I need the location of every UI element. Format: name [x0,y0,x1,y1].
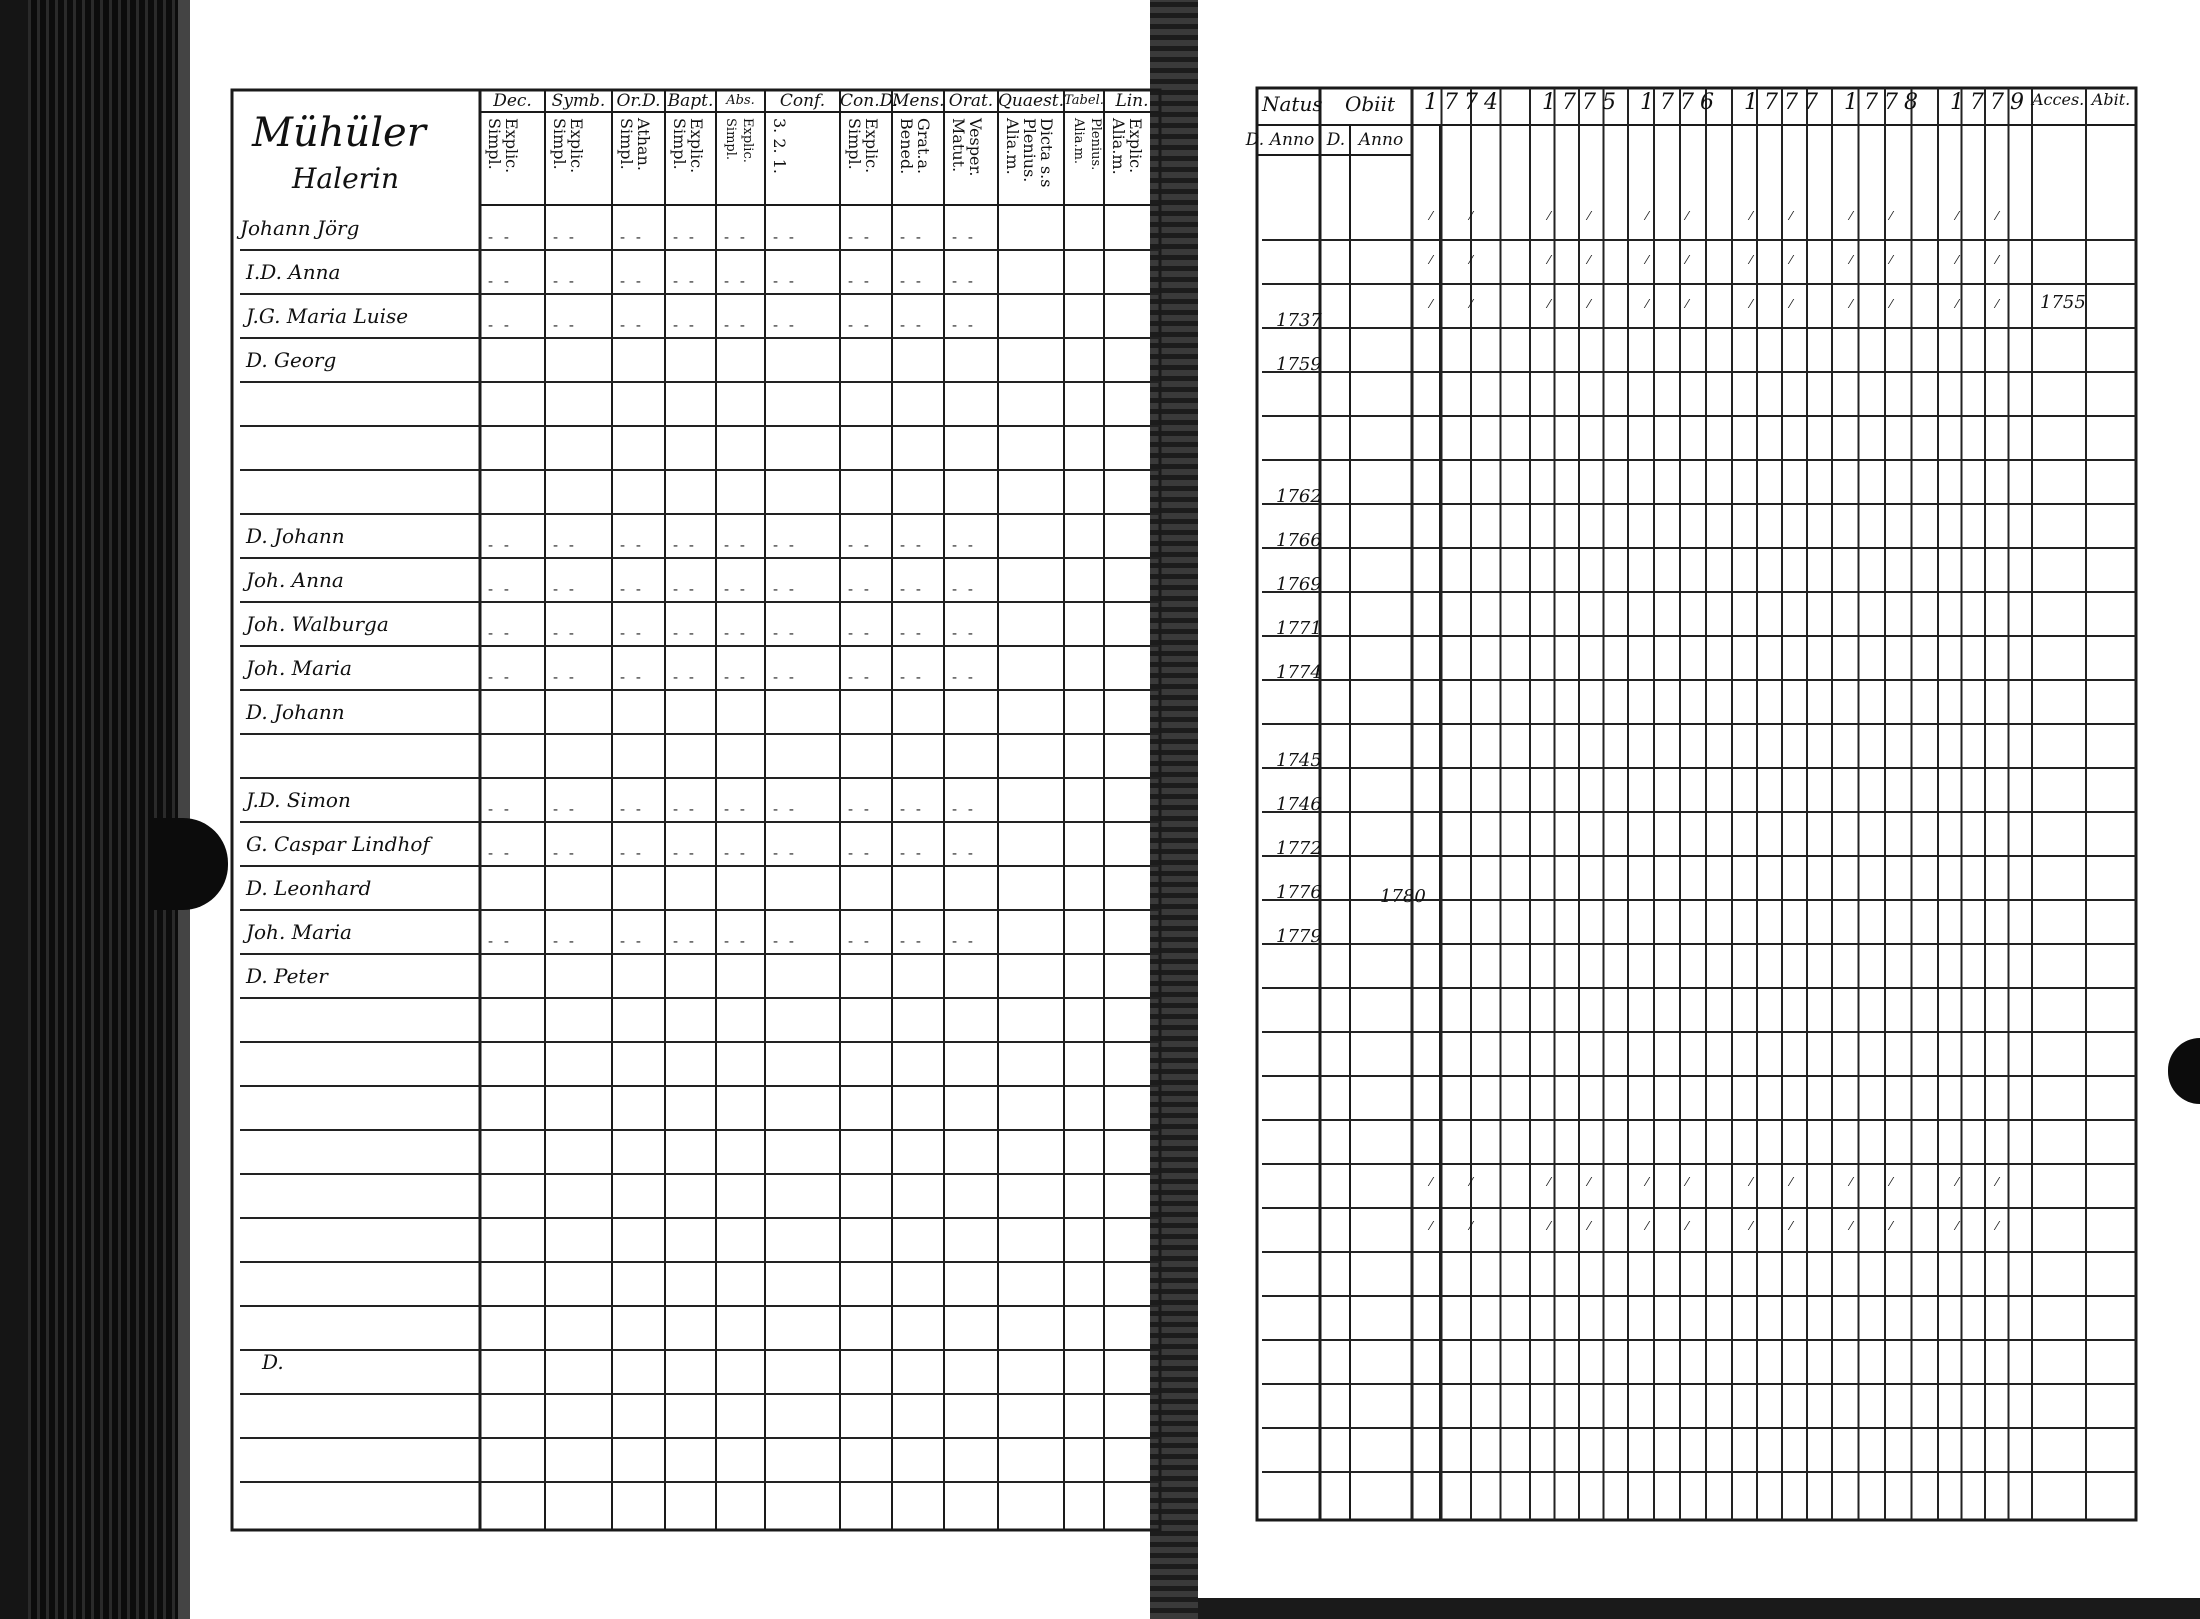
attendance-mark: ⁄ [1430,297,1433,311]
check-mark: - - [848,932,872,950]
left-col-header: Mens. [892,91,945,111]
check-mark: - - [620,536,644,554]
abiit-header: Abit. [2091,90,2131,109]
check-mark: - - [673,272,697,290]
attendance-mark: ⁄ [1850,1175,1853,1189]
attendance-mark: ⁄ [1588,297,1591,311]
left-col-subheader: Explic. Simpl. [550,118,586,174]
birth-year: 1772 [1276,838,1322,859]
check-mark: - - [620,580,644,598]
check-mark: - - [848,624,872,642]
person-name: G. Caspar Lindhof [246,832,430,856]
check-mark: - - [620,932,644,950]
person-name: J.G. Maria Luise [246,304,409,328]
check-mark: - - [848,800,872,818]
check-mark: - - [952,668,976,686]
attendance-mark: ⁄ [1890,209,1893,223]
check-mark: - - [952,228,976,246]
check-mark: - - [488,668,512,686]
person-name: J.D. Simon [246,788,351,812]
birth-year: 1766 [1276,530,1322,551]
left-col-subheader: Explic. Alia.m. [1109,118,1145,175]
check-mark: - - [900,844,924,862]
birth-year: 1779 [1276,926,1322,947]
attendance-mark: ⁄ [1996,253,1999,267]
accessit-year: 1755 [2040,292,2086,313]
year-header: 1779 [1950,90,2030,115]
attendance-mark: ⁄ [1686,1219,1689,1233]
check-mark: - - [673,844,697,862]
check-mark: - - [848,228,872,246]
check-mark: - - [724,668,748,686]
check-mark: - - [900,580,924,598]
check-mark: - - [900,624,924,642]
bottom-note: D. [262,1350,284,1374]
check-mark: - - [620,624,644,642]
check-mark: - - [952,844,976,862]
check-mark: - - [673,800,697,818]
attendance-mark: ⁄ [1850,297,1853,311]
birth-year: 1776 [1276,882,1322,903]
check-mark: - - [488,800,512,818]
person-name: D. Leonhard [246,876,372,900]
left-col-header: Or.D. [616,91,661,111]
left-col-header: Bapt. [667,91,714,111]
check-mark: - - [620,272,644,290]
check-mark: - - [724,800,748,818]
attendance-mark: ⁄ [1588,1219,1591,1233]
attendance-mark: ⁄ [1790,209,1793,223]
attendance-mark: ⁄ [1470,209,1473,223]
check-mark: - - [952,932,976,950]
left-col-header: Con.D. [840,91,899,111]
attendance-mark: ⁄ [1588,253,1591,267]
natus-header: Natus [1262,92,1323,116]
check-mark: - - [553,580,577,598]
person-name: D. Johann [246,524,345,548]
left-col-header: Conf. [779,91,826,111]
person-name: D. Johann [246,700,345,724]
check-mark: - - [553,536,577,554]
check-mark: - - [553,668,577,686]
check-mark: - - [488,228,512,246]
attendance-mark: ⁄ [1588,209,1591,223]
check-mark: - - [952,316,976,334]
check-mark: - - [724,316,748,334]
person-name: I.D. Anna [246,260,341,284]
person-name: D. Peter [246,964,328,988]
attendance-mark: ⁄ [1646,209,1649,223]
attendance-mark: ⁄ [1430,209,1433,223]
birth-year: 1737 [1276,310,1322,331]
attendance-mark: ⁄ [1790,1175,1793,1189]
check-mark: - - [553,228,577,246]
check-mark: - - [673,624,697,642]
attendance-mark: ⁄ [1548,1175,1551,1189]
check-mark: - - [900,668,924,686]
check-mark: - - [673,580,697,598]
attendance-mark: ⁄ [1686,209,1689,223]
check-mark: - - [620,316,644,334]
attendance-mark: ⁄ [1956,297,1959,311]
obiit-year-header: Anno [1358,130,1404,150]
check-mark: - - [673,228,697,246]
check-mark: - - [900,800,924,818]
left-col-header: Symb. [551,91,606,111]
check-mark: - - [773,228,797,246]
check-mark: - - [848,668,872,686]
birth-year: 1745 [1276,750,1322,771]
check-mark: - - [773,844,797,862]
attendance-mark: ⁄ [1996,1175,1999,1189]
left-col-header: Dec. [493,91,532,111]
check-mark: - - [620,668,644,686]
check-mark: - - [553,800,577,818]
attendance-mark: ⁄ [1956,1175,1959,1189]
attendance-mark: ⁄ [1750,253,1753,267]
attendance-mark: ⁄ [1646,1175,1649,1189]
left-col-subheader: Plenius. Alia.m. [1071,118,1103,171]
attendance-mark: ⁄ [1750,1175,1753,1189]
year-header: 1774 [1424,90,1504,115]
check-mark: - - [673,932,697,950]
birth-year: 1769 [1276,574,1322,595]
year-header: 1775 [1542,90,1622,115]
attendance-mark: ⁄ [1430,1175,1433,1189]
year-header: 1777 [1744,90,1824,115]
attendance-mark: ⁄ [1850,253,1853,267]
check-mark: - - [620,228,644,246]
attendance-mark: ⁄ [1890,1175,1893,1189]
attendance-mark: ⁄ [1646,1219,1649,1233]
attendance-mark: ⁄ [1470,1219,1473,1233]
attendance-mark: ⁄ [1430,1219,1433,1233]
person-name: Joh. Walburga [246,612,389,636]
check-mark: - - [952,272,976,290]
check-mark: - - [553,316,577,334]
person-name: Johann Jörg [240,216,360,240]
attendance-mark: ⁄ [1470,1175,1473,1189]
left-col-header: Abs. [726,93,755,108]
check-mark: - - [724,536,748,554]
check-mark: - - [773,932,797,950]
check-mark: - - [488,624,512,642]
attendance-mark: ⁄ [1996,297,1999,311]
check-mark: - - [848,316,872,334]
left-col-subheader: Explic. Simpl. [670,118,706,174]
register-subtitle: Halerin [292,162,400,195]
left-col-header: Orat. [948,91,994,111]
natus-year-header: Anno [1269,130,1315,150]
check-mark: - - [900,272,924,290]
check-mark: - - [724,932,748,950]
attendance-mark: ⁄ [1646,253,1649,267]
attendance-mark: ⁄ [1956,209,1959,223]
check-mark: - - [673,316,697,334]
left-col-subheader: Explic. Simpl. [485,118,521,174]
check-mark: - - [952,800,976,818]
left-col-subheader: Explic. Simpl. [723,118,755,163]
left-col-subheader: Vesper. Matut. [949,118,985,177]
check-mark: - - [724,228,748,246]
attendance-mark: ⁄ [1686,297,1689,311]
left-col-subheader: Explic. Simpl. [845,118,881,174]
birth-year: 1762 [1276,486,1322,507]
attendance-mark: ⁄ [1470,253,1473,267]
check-mark: - - [488,844,512,862]
natus-day-header: D. [1245,130,1265,150]
check-mark: - - [620,844,644,862]
attendance-mark: ⁄ [1686,253,1689,267]
left-col-subheader: Dicta s.s Plenius. Alia.m. [1003,118,1056,188]
check-mark: - - [488,932,512,950]
attendance-mark: ⁄ [1588,1175,1591,1189]
check-mark: - - [773,580,797,598]
check-mark: - - [773,272,797,290]
attendance-mark: ⁄ [1956,253,1959,267]
attendance-mark: ⁄ [1890,297,1893,311]
attendance-mark: ⁄ [1548,1219,1551,1233]
person-name: Joh. Maria [246,920,352,944]
obiit-day-header: D. [1326,130,1346,150]
year-header: 1778 [1844,90,1924,115]
attendance-mark: ⁄ [1850,209,1853,223]
check-mark: - - [724,624,748,642]
attendance-mark: ⁄ [1750,1219,1753,1233]
attendance-mark: ⁄ [1750,297,1753,311]
check-mark: - - [488,536,512,554]
attendance-mark: ⁄ [1996,209,1999,223]
check-mark: - - [848,844,872,862]
check-mark: - - [900,932,924,950]
attendance-mark: ⁄ [1548,297,1551,311]
check-mark: - - [848,536,872,554]
check-mark: - - [673,536,697,554]
left-col-header: Lin. [1115,91,1149,111]
person-name: D. Georg [246,348,337,372]
check-mark: - - [488,580,512,598]
birth-year: 1771 [1276,618,1322,639]
attendance-mark: ⁄ [1956,1219,1959,1233]
attendance-mark: ⁄ [1790,297,1793,311]
check-mark: - - [952,624,976,642]
attendance-mark: ⁄ [1890,1219,1893,1233]
check-mark: - - [773,800,797,818]
check-mark: - - [553,844,577,862]
left-col-header: Quaest. [998,91,1065,111]
check-mark: - - [773,536,797,554]
check-mark: - - [773,624,797,642]
attendance-mark: ⁄ [1686,1175,1689,1189]
accessit-header: Acces. [2032,90,2085,109]
left-col-subheader: Athan. Simpl. [617,118,653,171]
attendance-mark: ⁄ [1470,297,1473,311]
check-mark: - - [724,844,748,862]
year-header: 1776 [1640,90,1720,115]
check-mark: - - [952,580,976,598]
attendance-mark: ⁄ [1996,1219,1999,1233]
attendance-mark: ⁄ [1430,253,1433,267]
check-mark: - - [488,316,512,334]
birth-year: 1774 [1276,662,1322,683]
check-mark: - - [848,580,872,598]
attendance-mark: ⁄ [1750,209,1753,223]
birth-year: 1746 [1276,794,1322,815]
attendance-mark: ⁄ [1646,297,1649,311]
register-title: Mühüler [252,110,426,156]
attendance-mark: ⁄ [1790,253,1793,267]
left-col-header: Tabel. [1064,93,1104,108]
check-mark: - - [848,272,872,290]
attendance-mark: ⁄ [1890,253,1893,267]
check-mark: - - [724,580,748,598]
check-mark: - - [900,536,924,554]
check-mark: - - [952,536,976,554]
attendance-mark: ⁄ [1790,1219,1793,1233]
birth-year: 1759 [1276,354,1322,375]
attendance-mark: ⁄ [1548,209,1551,223]
check-mark: - - [673,668,697,686]
check-mark: - - [553,624,577,642]
check-mark: - - [773,316,797,334]
check-mark: - - [620,800,644,818]
left-col-subheader: Grat.a. Bened. [897,118,933,175]
check-mark: - - [900,316,924,334]
attendance-mark: ⁄ [1850,1219,1853,1233]
check-mark: - - [553,932,577,950]
check-mark: - - [773,668,797,686]
obiit-header: Obiit [1344,92,1396,116]
person-name: Joh. Anna [246,568,344,592]
person-name: Joh. Maria [246,656,352,680]
check-mark: - - [900,228,924,246]
death-year: 1780 [1380,886,1426,907]
check-mark: - - [488,272,512,290]
attendance-mark: ⁄ [1548,253,1551,267]
left-col-subheader: 3. 2. 1. [770,118,789,174]
check-mark: - - [724,272,748,290]
check-mark: - - [553,272,577,290]
